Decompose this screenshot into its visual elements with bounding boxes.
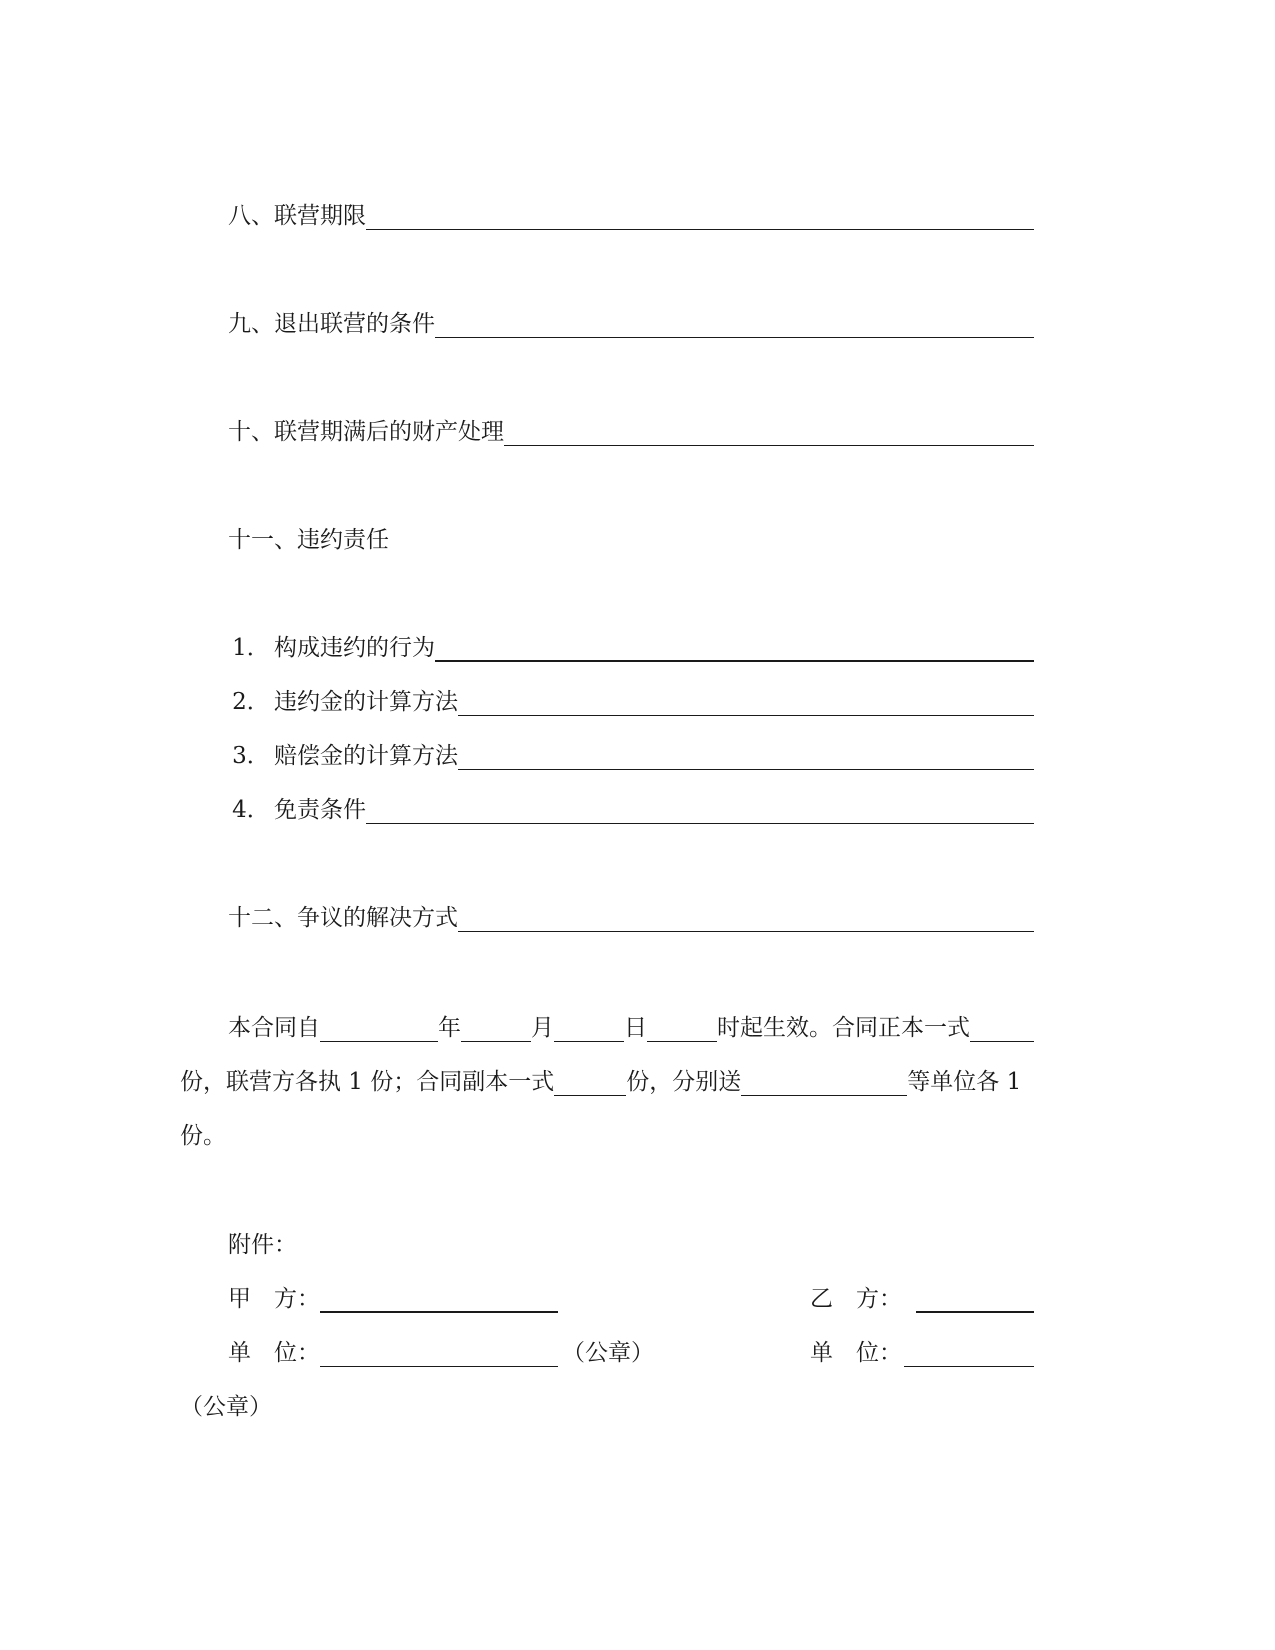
clause-12	[228, 902, 1034, 932]
effective-text: 份，分别送	[626, 1069, 742, 1095]
day-label: 日	[624, 1015, 647, 1041]
clause-9-blank[interactable]	[435, 315, 1034, 338]
clause-11-label: 十一、违约责任	[228, 527, 389, 553]
effective-line-2	[180, 1066, 1034, 1096]
clause-9	[228, 308, 1034, 338]
clause-11-item-3	[228, 740, 1034, 770]
recipients-blank[interactable]	[741, 1073, 907, 1096]
hour-blank[interactable]	[647, 1019, 717, 1042]
effective-text: 本合同自	[228, 1015, 320, 1041]
party-a-label-2: 方：	[274, 1286, 320, 1312]
clause-10	[228, 416, 1034, 446]
item-number: 3．	[232, 743, 270, 769]
seal-b-row	[180, 1391, 380, 1421]
clause-8	[228, 200, 1034, 230]
appendix-label	[228, 1229, 428, 1259]
party-b-blank[interactable]	[916, 1289, 1034, 1313]
clause-11-item-4	[228, 794, 1034, 824]
effective-text: 份，联营方各执 1 份；合同副本一式	[180, 1069, 555, 1095]
effective-line-3	[180, 1120, 380, 1150]
clause-9-label: 九、退出联营的条件	[228, 311, 435, 337]
item-blank[interactable]	[458, 747, 1034, 770]
party-b-row	[810, 1283, 1034, 1313]
item-blank[interactable]	[435, 638, 1034, 662]
party-a-blank[interactable]	[320, 1289, 558, 1313]
unit-a-row	[228, 1337, 668, 1367]
month-label: 月	[531, 1015, 554, 1041]
effective-line-1	[228, 1012, 1034, 1042]
unit-a-label: 单	[228, 1340, 251, 1366]
effective-text: 份。	[180, 1123, 226, 1149]
clause-11-item-2	[228, 686, 1034, 716]
clause-8-label: 八、联营期限	[228, 203, 366, 229]
year-label: 年	[438, 1015, 461, 1041]
appendix-text: 附件：	[228, 1232, 297, 1258]
party-b-label: 乙	[810, 1286, 833, 1312]
unit-b-row	[810, 1337, 1034, 1367]
item-label: 免责条件	[274, 797, 366, 823]
month-blank[interactable]	[461, 1019, 531, 1042]
effective-text: 等单位各 1	[907, 1069, 1022, 1095]
party-a-label: 甲	[228, 1286, 251, 1312]
clause-11-item-1	[228, 632, 1034, 662]
item-label: 构成违约的行为	[274, 635, 435, 661]
clause-12-label: 十二、争议的解决方式	[228, 905, 458, 931]
duplicate-copies-blank[interactable]	[554, 1073, 626, 1096]
item-number: 4．	[232, 797, 270, 823]
item-label: 赔偿金的计算方法	[274, 743, 458, 769]
item-number: 1．	[232, 635, 270, 661]
unit-a-blank[interactable]	[320, 1344, 558, 1367]
day-blank[interactable]	[554, 1019, 624, 1042]
clause-11	[228, 524, 1034, 554]
item-blank[interactable]	[366, 801, 1034, 824]
unit-b-label-2: 位：	[856, 1340, 902, 1366]
item-blank[interactable]	[458, 693, 1034, 716]
original-copies-blank[interactable]	[970, 1019, 1034, 1042]
clause-8-blank[interactable]	[366, 207, 1034, 230]
year-blank[interactable]	[320, 1019, 438, 1042]
party-a-row	[228, 1283, 568, 1313]
hour-label: 时起生效。合同正本一式	[717, 1015, 970, 1041]
seal-a-label: （公章）	[562, 1340, 654, 1366]
clause-10-label: 十、联营期满后的财产处理	[228, 419, 504, 445]
clause-10-blank[interactable]	[504, 423, 1034, 446]
unit-b-label: 单	[810, 1340, 833, 1366]
item-label: 违约金的计算方法	[274, 689, 458, 715]
clause-12-blank[interactable]	[458, 909, 1034, 932]
party-b-label-2: 方：	[856, 1286, 902, 1312]
seal-b-label: （公章）	[180, 1394, 272, 1420]
item-number: 2．	[232, 689, 270, 715]
unit-a-label-2: 位：	[274, 1340, 320, 1366]
unit-b-blank[interactable]	[904, 1344, 1034, 1367]
